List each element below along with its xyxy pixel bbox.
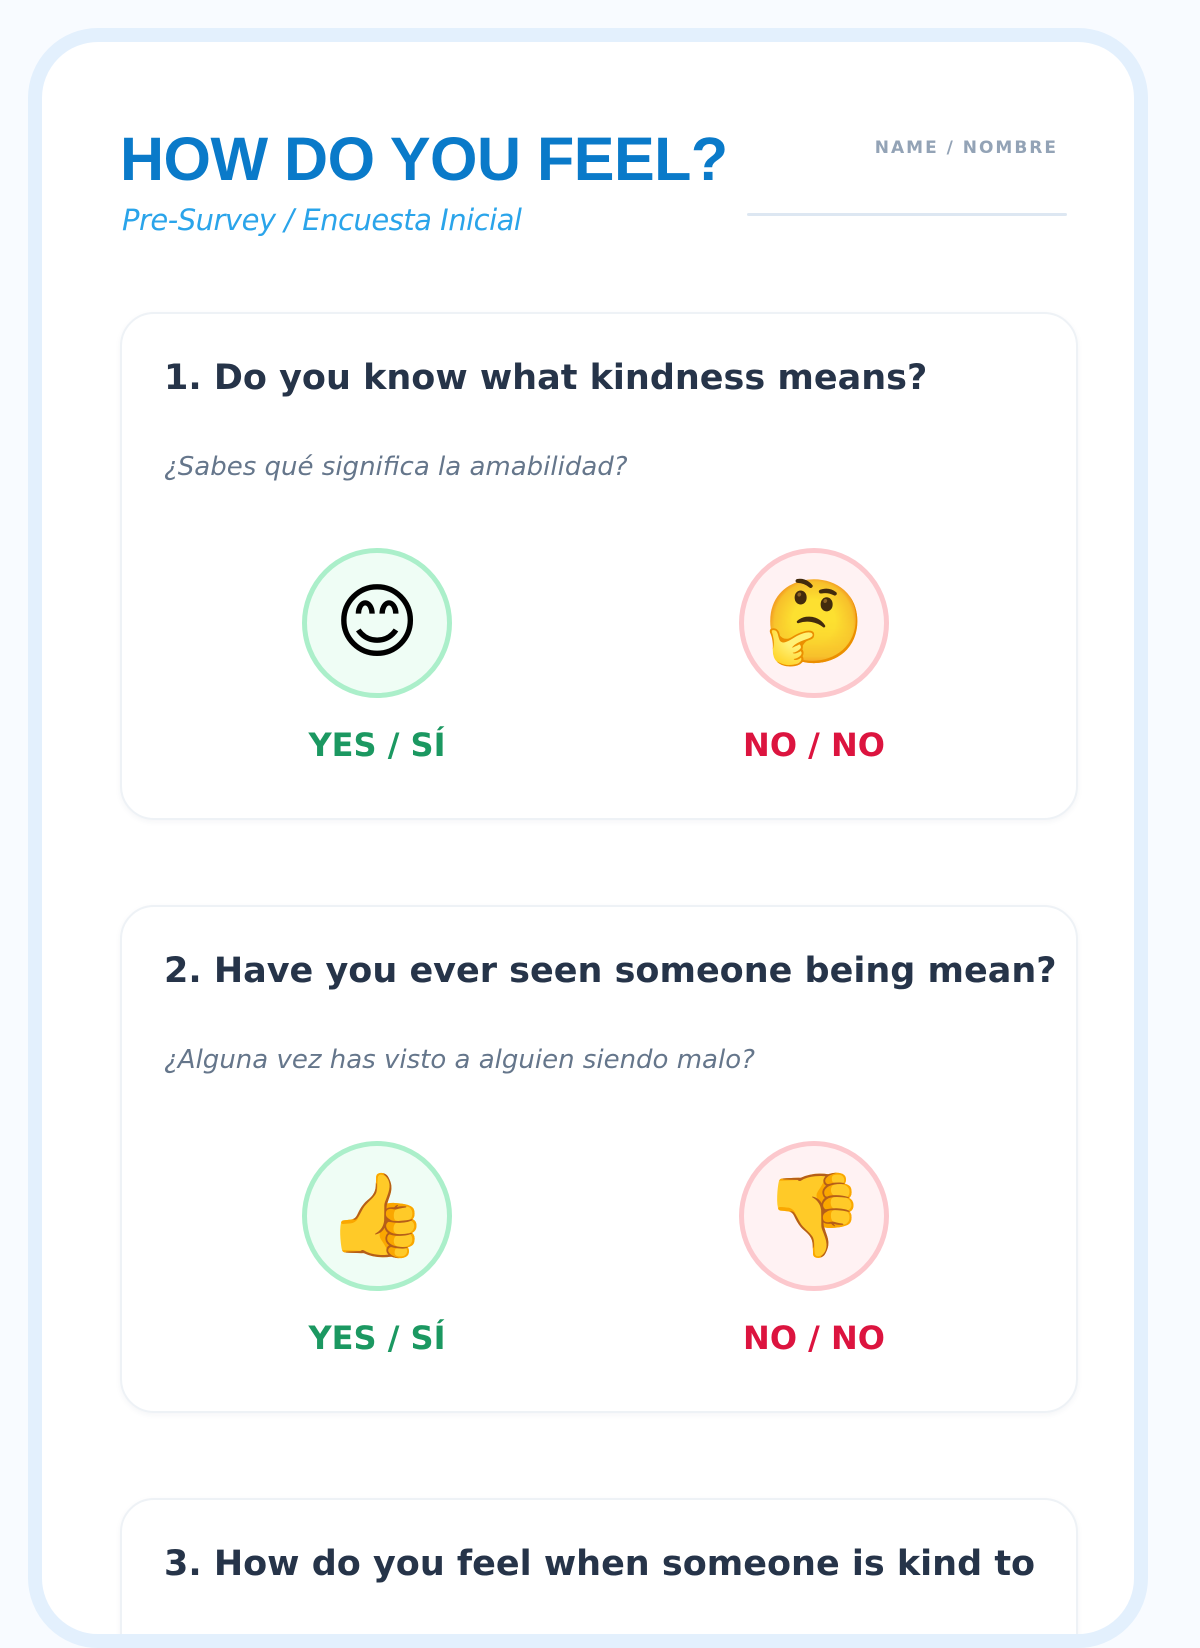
question-title: 1. Do you know what kindness means?: [164, 358, 928, 398]
question-subtitle: ¿Sabes qué significa la amabilidad?: [164, 452, 628, 482]
thumbs-up-icon[interactable]: 👍: [302, 1141, 452, 1291]
no-option[interactable]: [684, 1141, 944, 1357]
thumbs-down-icon[interactable]: 👎: [739, 1141, 889, 1291]
question-card-1: [120, 312, 1078, 820]
question-title: 3. How do you feel when someone is kind to: [164, 1544, 1036, 1584]
thinking-face-icon[interactable]: 🤔: [739, 548, 889, 698]
page-subtitle: Pre-Survey / Encuesta Inicial: [122, 203, 522, 237]
question-subtitle: ¿Alguna vez has visto a alguien siendo malo?: [164, 1045, 755, 1075]
no-option[interactable]: [684, 548, 944, 764]
yes-option[interactable]: [247, 548, 507, 764]
yes-label[interactable]: YES / SÍ: [308, 726, 446, 764]
yes-label[interactable]: YES / SÍ: [308, 1319, 446, 1357]
name-field[interactable]: [747, 213, 1067, 216]
question-card-3: [120, 1498, 1078, 1648]
survey-sheet: [28, 28, 1148, 1648]
question-card-2: [120, 905, 1078, 1413]
no-label[interactable]: NO / NO: [743, 726, 885, 764]
yes-option[interactable]: [247, 1141, 507, 1357]
page-title: HOW DO YOU FEEL?: [120, 125, 728, 193]
question-title: 2. Have you ever seen someone being mean?: [164, 951, 1057, 991]
name-field-label: NAME / NOMBRE: [874, 138, 1058, 158]
smiling-face-icon[interactable]: 😊: [302, 548, 452, 698]
no-label[interactable]: NO / NO: [743, 1319, 885, 1357]
